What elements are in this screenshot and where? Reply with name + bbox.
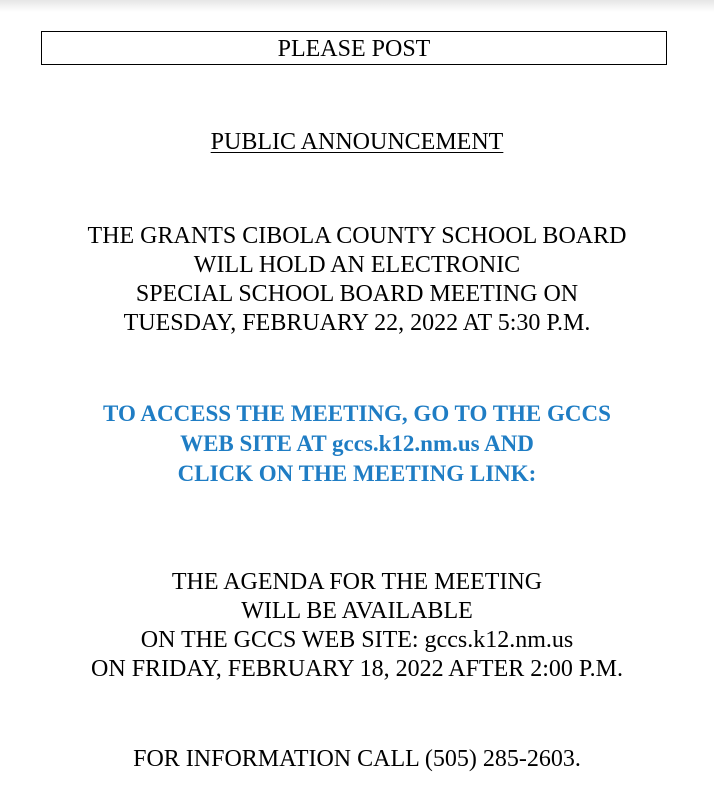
meeting-notice-line: WILL HOLD AN ELECTRONIC [193, 252, 521, 278]
meeting-notice-line: THE GRANTS CIBOLA COUNTY SCHOOL BOARD [87, 223, 627, 249]
access-instructions-line: WEB SITE AT gccs.k12.nm.us AND [180, 431, 534, 456]
announcement-title-text: PUBLIC ANNOUNCEMENT [210, 129, 504, 155]
agenda-notice-line: ON FRIDAY, FEBRUARY 18, 2022 AFTER 2:00 P.M. [91, 656, 623, 682]
please-post-banner [41, 31, 667, 65]
access-instructions-line: TO ACCESS THE MEETING, GO TO THE GCCS [103, 401, 611, 426]
agenda-notice-line: WILL BE AVAILABLE [241, 598, 473, 624]
agenda-notice-line: THE AGENDA FOR THE MEETING [171, 569, 543, 595]
access-instructions-line: CLICK ON THE MEETING LINK: [177, 461, 537, 486]
contact-info-text: FOR INFORMATION CALL (505) 285-2603. [133, 746, 581, 772]
agenda-notice-line: ON THE GCCS WEB SITE: gccs.k12.nm.us [140, 627, 574, 653]
announcement-title [0, 128, 714, 157]
meeting-notice-line: SPECIAL SCHOOL BOARD MEETING ON [135, 281, 579, 307]
access-instructions [0, 399, 714, 489]
meeting-notice-line: TUESDAY, FEBRUARY 22, 2022 AT 5:30 P.M. [123, 310, 591, 336]
page-top-shadow [0, 0, 714, 12]
please-post-text: PLEASE POST [277, 36, 431, 62]
agenda-notice [0, 568, 714, 684]
meeting-notice [0, 222, 714, 338]
contact-info [0, 745, 714, 774]
